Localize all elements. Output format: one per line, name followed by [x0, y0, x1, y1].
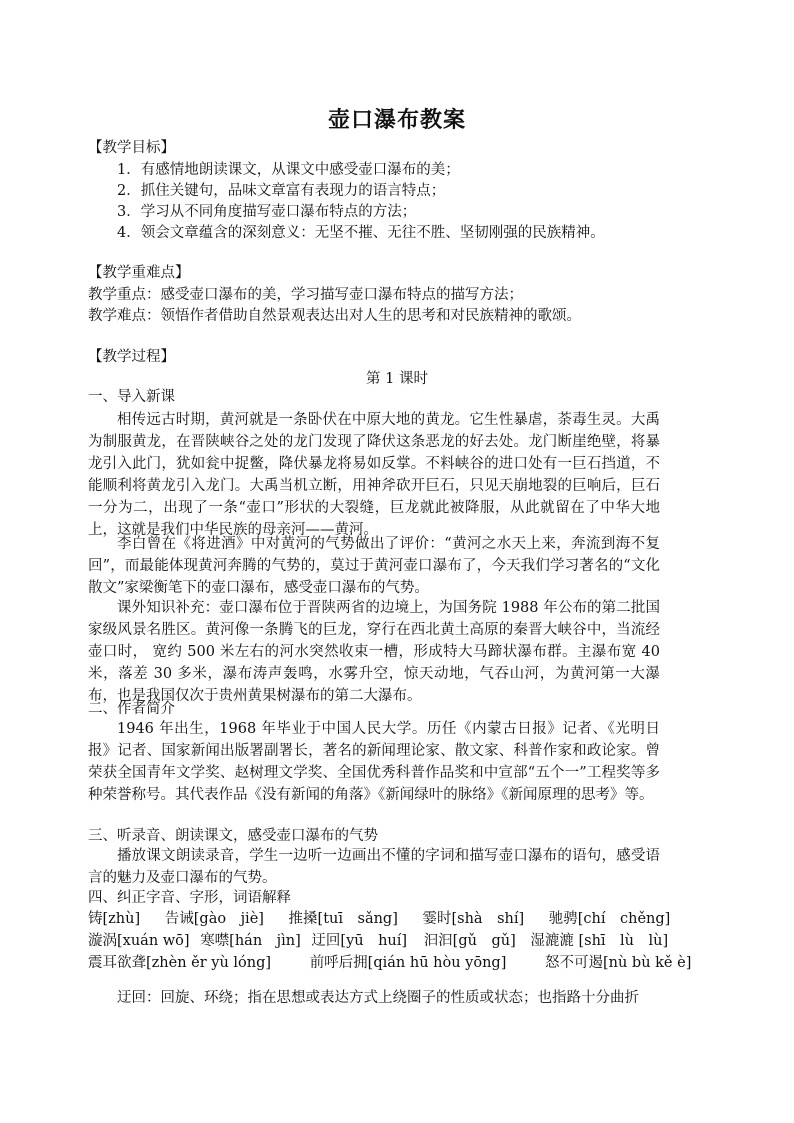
paragraph-intro: 相传远古时期，黄河就是一条卧伏在中原大地的黄龙。它生性暴虐，荼毒生灵。大禹为制服黄龙，在晋陕峡谷之处的龙门发现了降伏这条恶龙的好去处。龙门断崖绝壁，将暴龙引入此门，犹如瓮中捉鳖，降伏暴龙将易如反掌。不料峡谷的进口处有一巨石挡道，不能顺利将黄龙引入龙门。大禹当机立断，用神斧砍开巨石，只见天崩地裂的巨响后，巨石一分为二，出现了一条“壶口”形状的大裂缝，巨龙就此被降服，从此就留在了中华大地上，这就是我们中华民族的母亲河——黄河。: [88, 412, 660, 538]
paragraph-listen: 播放课文朗读录音，学生一边听一边画出不懂的字词和描写壶口瀑布的语句，感受语言的魅力及壶口瀑布的气势。: [88, 848, 660, 886]
vocab-item: 霎时[shà shí]: [422, 911, 525, 927]
vocab-item: 迂回[yū huí]: [311, 933, 408, 949]
section-heading: 二、作者简介: [88, 701, 175, 717]
vocab-item: 漩涡[xuán wō]: [88, 933, 190, 949]
goal-item: 1．有感情地朗读课文，从课文中感受壶口瀑布的美；: [117, 162, 460, 178]
paragraph-libai: 李白曾在《将进酒》中对黄河的气势做出了评价：“黄河之水天上来，奔流到海不复回”，而最能体现黄河奔腾的气势的，莫过于黄河壶口瀑布了，今天我们学习著名的“文化散文”家梁衡笔下的壶口瀑布，感受壶口瀑布的气势。: [88, 536, 660, 596]
difficult-point: 教学难点：领悟作者借助自然景观表达出对人生的思考和对民族精神的歌颂。: [88, 308, 581, 324]
goals-heading: 【教学目标】: [88, 140, 175, 156]
vocab-item: 推搡[tuī sǎng]: [288, 911, 398, 927]
vocab-row: [88, 952, 711, 974]
vocab-item: 前呼后拥[qián hū hòu yōng]: [309, 955, 507, 971]
key-point: 教学重点：感受壶口瀑布的美，学习描写壶口瀑布特点的描写方法；: [88, 287, 523, 303]
vocab-item: 驰骋[chí chěng]: [548, 911, 671, 927]
goal-item: 3．学习从不同角度描写壶口瀑布特点的方法；: [117, 204, 417, 220]
goal-item: 4．领会文章蕴含的深刻意义：无坚不摧、无往不胜、坚韧刚强的民族精神。: [117, 225, 605, 241]
vocab-item: 湿漉漉 [shī lù lù]: [530, 933, 669, 949]
section-heading: 三、听录音、朗读课文，感受壶口瀑布的气势: [88, 828, 378, 844]
vocab-row: [88, 908, 690, 930]
vocab-item: 铸[zhù]: [88, 911, 141, 927]
vocab-item: 寒噤[hán jìn]: [200, 933, 301, 949]
process-heading: 【教学过程】: [88, 349, 175, 365]
vocab-row: [88, 930, 688, 952]
vocab-item: 告诫[gào jiè]: [164, 911, 264, 927]
paragraph-definition: 迂回：回旋、环绕；指在思想或表达方式上绕圈子的性质或状态；也指路十分曲折: [117, 990, 639, 1006]
paragraph-author: 1946 年出生，1968 年毕业于中国人民大学。历任《内蒙古日报》记者、《光明日报》记者、国家新闻出版署副署长，著名的新闻理论家、散文家、科普作家和政论家。曾荣获全国青年文学奖、赵树理文学奖、全国优秀科普作品奖和中宣部“五个一”工程奖等多种荣誉称号。其代表作品《没有新闻的角落》《新闻绿叶的脉络》《新闻原理的思考》等。: [88, 721, 660, 803]
paragraph-extra-knowledge: 课外知识补充：壶口瀑布位于晋陕两省的边境上，为国务院 1988 年公布的第二批国家级风景名胜区。黄河像一条腾飞的巨龙，穿行在西北黄土高原的秦晋大峡谷中，当流经壶口时， 宽约 500 米左右的河水突然收束一槽，形成特大马蹄状瀑布群。主瀑布宽 40 米，落差 30 多米，瀑布涛声轰鸣，水雾升空，惊天动地，气吞山河，为黄河第一大瀑布，也是我国仅次于贵州黄果树瀑布的第二大瀑布。: [88, 600, 660, 704]
vocab-item: 怒不可遏[nù bù kě è]: [544, 955, 692, 971]
section-heading: 四、纠正字音、字形，词语解释: [88, 890, 291, 906]
key-points-heading: 【教学重难点】: [88, 265, 190, 281]
vocab-item: 震耳欲聋[zhèn ěr yù lóng]: [88, 955, 272, 971]
goal-item: 2．抓住关键句，品味文章富有表现力的语言特点；: [117, 183, 446, 199]
lesson-title: 第 1 课时: [366, 371, 428, 387]
vocab-item: 汩汩[gǔ gǔ]: [423, 933, 516, 949]
document-title: 壶口瀑布教案: [327, 107, 466, 133]
section-heading: 一、导入新课: [88, 389, 175, 405]
